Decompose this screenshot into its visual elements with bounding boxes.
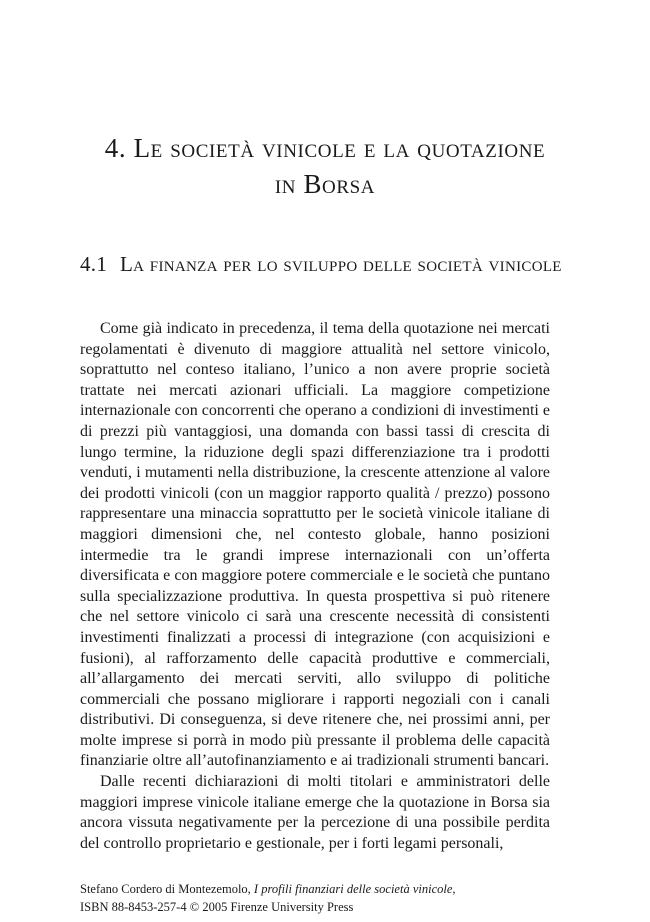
paragraph: Come già indicato in precedenza, il tema della quotazione nei mercati regolamentati è divenuto di maggiore attualità nel settore vinicolo, soprattutto nel conteso italiano, l’unico a non avere proprie società trattate nei mercati azionari ufficiali. La maggiore competizione internazionale con concorrenti che operano a condizioni di investimenti e di prezzi più vantaggiosi, una domanda con bassi tassi di crescita di lungo termine, la riduzione degli spazi differenziazione tra i prodotti venduti, i mutamenti nella distribuzione, la crescente attenzione al valore dei prodotti vinicoli (con un maggior rapporto qualità / prezzo) possono rappresentare una minaccia soprattutto per le società vinicole italiane di maggiori dimensioni che, nel contesto globale, hanno posizioni intermedie tra le grandi imprese internazionali con un’offerta diversificata e con maggiore potere commerciale e le società che puntano sulla specializzazione produttiva. In questa prospettiva si può ritenere che nel settore vinicolo ci sarà una crescente necessità di consistenti investimenti finalizzati a processi di integrazione (con acquisizioni e fusioni), al rafforzamento delle capacità produttive e commerciali, all’allargamento dei mercati serviti, allo sviluppo di politiche commerciali che possano migliorare i rapporti negoziali con i canali distributivi. Di conseguenza, si deve ritenere che, nei prossimi anni, per molte imprese si porrà in modo più pressante il problema delle capacità finanziarie oltre all’autofinanziamento e ai tradizionali strumenti bancari. [80, 320, 550, 770]
section-number: 4.1 [80, 252, 108, 276]
footer-citation [80, 880, 580, 916]
footer-author: Stefano Cordero di Montezemolo, [80, 882, 254, 896]
chapter-title [0, 130, 650, 202]
paragraph: Dalle recenti dichiarazioni di molti titolari e amministratori delle maggiori imprese vinicole italiane emerge che la quotazione in Borsa sia ancora vissuta negativamente per la percezione di una possibile perdita del controllo proprietario e gestionale, per i forti legami personali, [80, 773, 550, 852]
footer-isbn: ISBN 88-8453-257-4 © 2005 Firenze University Press [80, 900, 354, 914]
footer-book-title: I profili finanziari delle società vinicole, [253, 882, 456, 896]
chapter-title-line-1: 4. Le società vinicole e la quotazione [104, 133, 546, 163]
body-text [80, 319, 550, 854]
section-heading [80, 250, 570, 278]
section-title: La finanza per lo sviluppo delle società vinicole [120, 252, 562, 276]
chapter-title-line-2: in Borsa [274, 169, 376, 199]
footer-citation-line-1 [80, 880, 580, 898]
